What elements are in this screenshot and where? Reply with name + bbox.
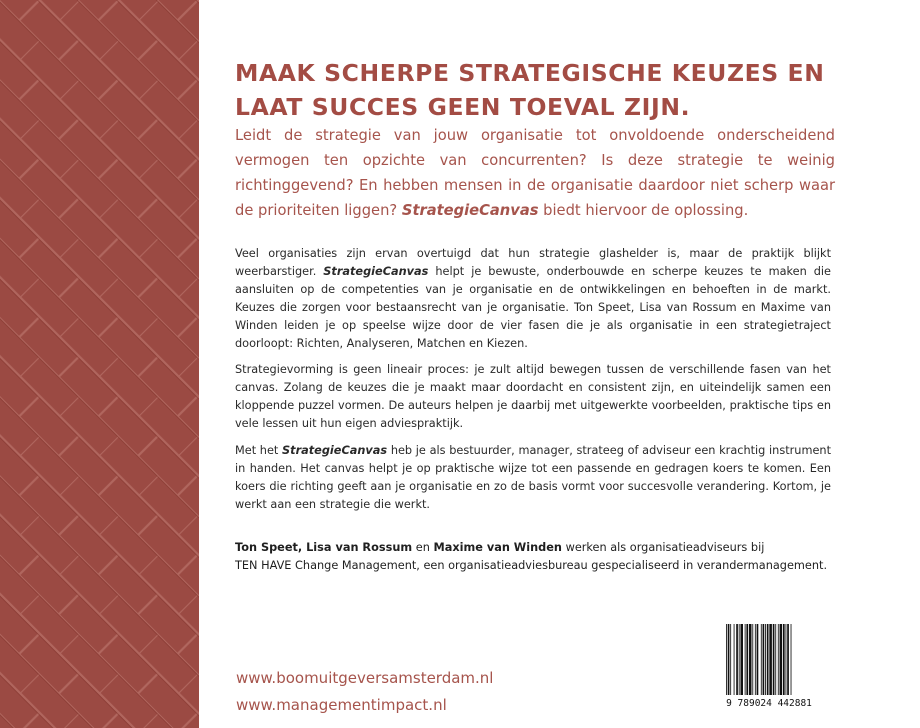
author-bio — [235, 539, 835, 575]
brick-pattern-panel — [0, 0, 199, 728]
body-paragraph-3 — [235, 442, 831, 514]
body-paragraph-2: Strategievorming is geen lineair proces: je zult altijd bewegen tussen de verschillende fasen van het canvas. Zolang de keuzes die je maakt maar doordacht en consistent zijn, en uiteindelijk samen een kloppende puzzel vormen. De auteurs helpen je daarbij met uitgewerkte voorbeelden, praktische tips en vele lessen uit hun eigen adviespraktijk. — [235, 363, 831, 430]
p3-brand: StrategieCanvas — [282, 444, 388, 457]
barcode-bar — [734, 624, 735, 697]
publisher-url[interactable]: www.boomuitgeversamsterdam.nl — [236, 669, 494, 687]
barcode-bar — [752, 624, 753, 697]
p1-brand: StrategieCanvas — [323, 264, 429, 278]
isbn-digits: 9 789024 442881 — [726, 698, 812, 709]
barcode-bar — [773, 624, 775, 697]
barcode-bar — [786, 624, 787, 697]
barcode-bar — [767, 624, 769, 697]
author-bio-line2: TEN HAVE Change Management, een organisatieadviesbureau gespecialiseerd in verandermanagement. — [235, 558, 828, 572]
barcode-bar — [791, 624, 792, 697]
brick-pattern — [0, 0, 199, 728]
barcode-bar — [763, 624, 765, 697]
barcode-bar — [749, 624, 752, 697]
barcode-bar — [728, 624, 730, 697]
intro-end: biedt hiervoor de oplossing. — [538, 202, 749, 219]
p3-text-b: heb je als bestuurder, manager, strateeg of adviseur een krachtig instrument in handen. Het canvas helpt je op praktische wijze tot een passende en gedragen koers te komen. Een koers die richting geeft aan je organisatie en zo de basis vormt voor succesvolle verandering. Kortom, je werkt aan een strategie die werkt. — [235, 444, 831, 511]
p3-text-a: Met het — [235, 444, 283, 457]
barcode-bar — [740, 624, 743, 697]
barcode-bar — [730, 624, 731, 697]
barcode-bar — [757, 624, 759, 697]
barcode-bar — [778, 624, 779, 697]
barcode-bar — [736, 624, 738, 697]
barcode-bar — [746, 624, 748, 697]
author-name-2: Maxime van Winden — [433, 541, 562, 554]
barcode-bar — [755, 624, 756, 697]
intro-paragraph — [235, 123, 835, 223]
intro-text: Leidt de strategie van jouw organisatie tot onvoldoende onderscheidend vermogen ten opzichte van concurrenten? Is deze strategie te weinig richtinggevend? En hebben mensen in de organisatie daardoor niet scherp waar de prioriteiten liggen? — [235, 127, 835, 219]
headline: MAAK SCHERPE STRATEGISCHE KEUZES EN LAAT SUCCES GEEN TOEVAL ZIJN. — [235, 59, 825, 121]
barcode-bar — [769, 624, 772, 697]
intro-brand: StrategieCanvas — [401, 202, 539, 219]
barcode-bar — [775, 624, 776, 697]
author-bio-line1: werken als organisatieadviseurs bij — [561, 541, 765, 554]
barcode-bar — [783, 624, 785, 697]
barcode-bar — [780, 624, 783, 697]
author-conjunction: en — [412, 541, 434, 554]
body-paragraph-1 — [235, 245, 831, 352]
barcode-bar — [765, 624, 766, 697]
barcode-bar — [745, 624, 746, 697]
barcode-bar — [739, 624, 740, 697]
barcode-bar — [726, 624, 727, 697]
barcode-bar — [761, 624, 762, 697]
p1-text-b: helpt je bewuste, onderbouwde en scherpe keuzes te maken die aansluiten op de competenties van je organisatie en de ontwikkelingen en behoeften in de markt. Keuzes die zorgen voor bestaansrecht van je organisatie. Ton Speet, Lisa van Rossum en Maxime van Winden leiden je op speelse wijze door de vier fasen die je als organisatie in een strategietraject doorloopt: Richten, Analyseren, Matchen en Kiezen. — [235, 264, 832, 350]
imprint-url[interactable]: www.managementimpact.nl — [236, 696, 447, 714]
barcode — [723, 624, 815, 709]
barcode-bar — [787, 624, 789, 697]
author-names-1: Ton Speet, Lisa van Rossum — [235, 541, 413, 554]
p1-text-a: Veel organisaties zijn ervan overtuigd dat hun strategie glashelder is, maar de praktijk blijkt weerbarstiger. — [235, 247, 831, 278]
barcode-bars — [726, 624, 791, 697]
